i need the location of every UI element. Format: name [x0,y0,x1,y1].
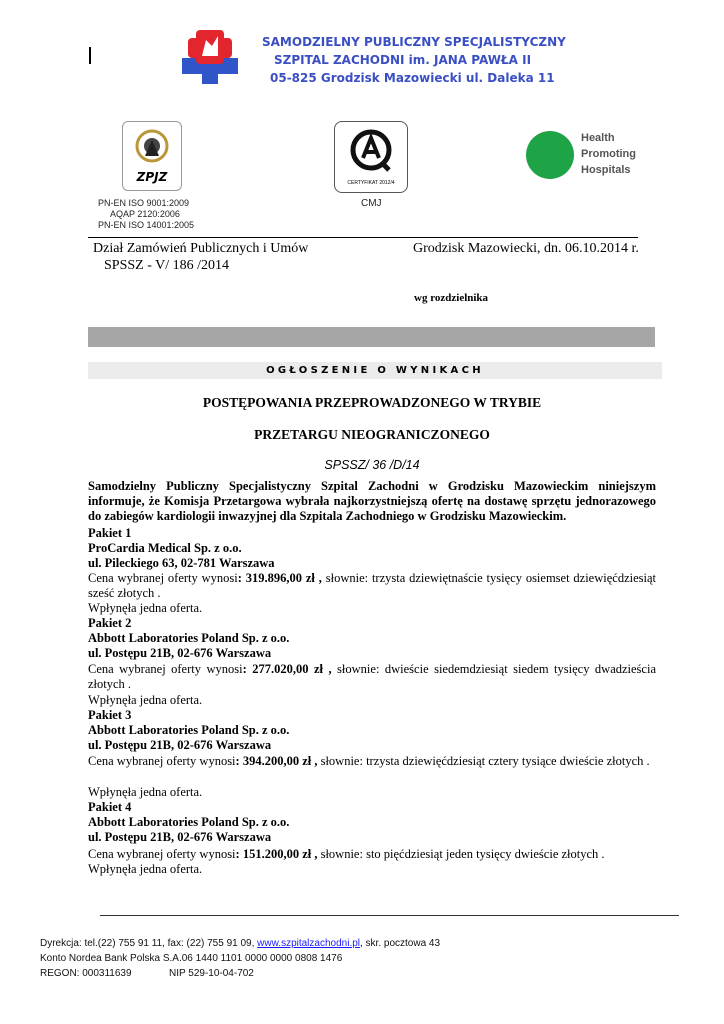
package-3-address: ul. Postępu 21B, 02-676 Warszawa [88,738,272,752]
hospital-logo [178,28,242,84]
zpjz-logo [122,121,182,191]
package-1-company: ProCardia Medical Sp. z o.o. [88,541,242,555]
package-3-label: Pakiet 3 [88,708,132,722]
procedure-title-1: POSTĘPOWANIA PRZEPROWADZONEGO W TRYBIE [202,395,542,410]
footer-regon: REGON: 000311639 [40,968,132,979]
iso-standard-3: PN-EN ISO 14001:2005 [98,220,195,230]
cmj-logo [334,121,408,193]
iso-standard-2: AQAP 2120:2006 [110,209,180,219]
package-3-company: Abbott Laboratories Poland Sp. z o.o. [88,723,290,737]
text-cursor [89,47,91,64]
quality-q-icon [335,122,407,180]
package-4-offers: Wpłynęła jedna oferta. [88,862,203,876]
place-date: Grodzisk Mazowiecki, dn. 06.10.2014 r. [413,241,639,256]
package-2-price: Cena wybranej oferty wynosi: 277.020,00 zł , słownie: dwieście siedemdziesiąt siedem tysięcy dwadzieścia złotych . [88,662,656,692]
reference-number: SPSSZ - V/ 186 /2014 [104,258,229,273]
package-2-label: Pakiet 2 [88,616,132,630]
package-3-offers: Wpłynęła jedna oferta. [88,785,203,799]
procedure-title-2: PRZETARGU NIEOGRANICZONEGO [254,427,490,442]
gray-banner [88,327,655,347]
package-3-price: Cena wybranej oferty wynosi: 394.200,00 zł , słownie: trzysta dziewięćdziesiąt cztery tysiące dwieście złotych . [88,754,650,768]
package-4-address: ul. Postępu 21B, 02-676 Warszawa [88,830,272,844]
hospital-name-line1: SAMODZIELNY PUBLICZNY SPECJALISTYCZNY [262,35,566,49]
hph-green-dot [526,131,574,179]
iso-standard-1: PN-EN ISO 9001:2009 [98,198,190,208]
cmj-label: CMJ [361,198,382,209]
package-2-offers: Wpłynęła jedna oferta. [88,693,203,707]
footer-divider [100,915,679,916]
recipient: wg rozdzielnika [414,292,489,304]
announcement-heading: OGŁOSZENIE O WYNIKACH [266,365,484,376]
zpjz-logo-text: ZPJZ [136,170,168,184]
hospital-cross-icon [178,28,242,84]
package-4-label: Pakiet 4 [88,800,132,814]
hph-line2: Promoting [581,148,636,160]
package-2-address: ul. Postępu 21B, 02-676 Warszawa [88,646,272,660]
package-4-price: Cena wybranej oferty wynosi: 151.200,00 zł , słownie: sto pięćdziesiąt jeden tysięcy dwieście złotych . [88,847,605,861]
footer-bank-account: Konto Nordea Bank Polska S.A.06 1440 1101 0000 0000 0808 1476 [40,953,343,964]
hph-line3: Hospitals [581,164,631,176]
footer-contact: Dyrekcja: tel.(22) 755 91 11, fax: (22) 755 91 09, www.szpitalzachodni.pl, skr. pocztowa 43 [40,938,441,949]
hospital-name-line2: SZPITAL ZACHODNI im. JANA PAWŁA II [274,53,532,67]
hph-line1: Health [581,132,615,144]
case-number: SPSSZ/ 36 /D/14 [324,458,420,472]
website-link[interactable]: www.szpitalzachodni.pl [257,938,360,949]
package-2-company: Abbott Laboratories Poland Sp. z o.o. [88,631,290,645]
package-1-price: Cena wybranej oferty wynosi: 319.896,00 zł , słownie: trzysta dziewiętnaście tysięcy osiemset dziewięćdziesiąt sześć złotych . [88,571,657,601]
department-name: Dział Zamówień Publicznych i Umów [93,241,309,256]
package-1-offers: Wpłynęła jedna oferta. [88,601,203,615]
footer-nip: NIP 529-10-04-702 [169,968,254,979]
cmj-badge-text: CERTYFIKAT 2012/4 [347,180,395,186]
package-1-label: Pakiet 1 [88,526,132,540]
package-1-address: ul. Pileckiego 63, 02-781 Warszawa [88,556,275,570]
hospital-address: 05-825 Grodzisk Mazowiecki ul. Daleka 11 [270,71,555,85]
header-divider [88,237,638,238]
package-4-company: Abbott Laboratories Poland Sp. z o.o. [88,815,290,829]
intro-paragraph: Samodzielny Publiczny Specjalistyczny Szpital Zachodni w Grodzisku Mazowieckim niniejszym informuje, że Komisja Przetargowa wybrała najkorzystniejszą ofertę na dostawę sprzętu jednorazowego do zabiegów kardiologii inwazyjnej dla Szpitala Zachodniego w Grodzisku Mazowieckim. [88,479,656,524]
